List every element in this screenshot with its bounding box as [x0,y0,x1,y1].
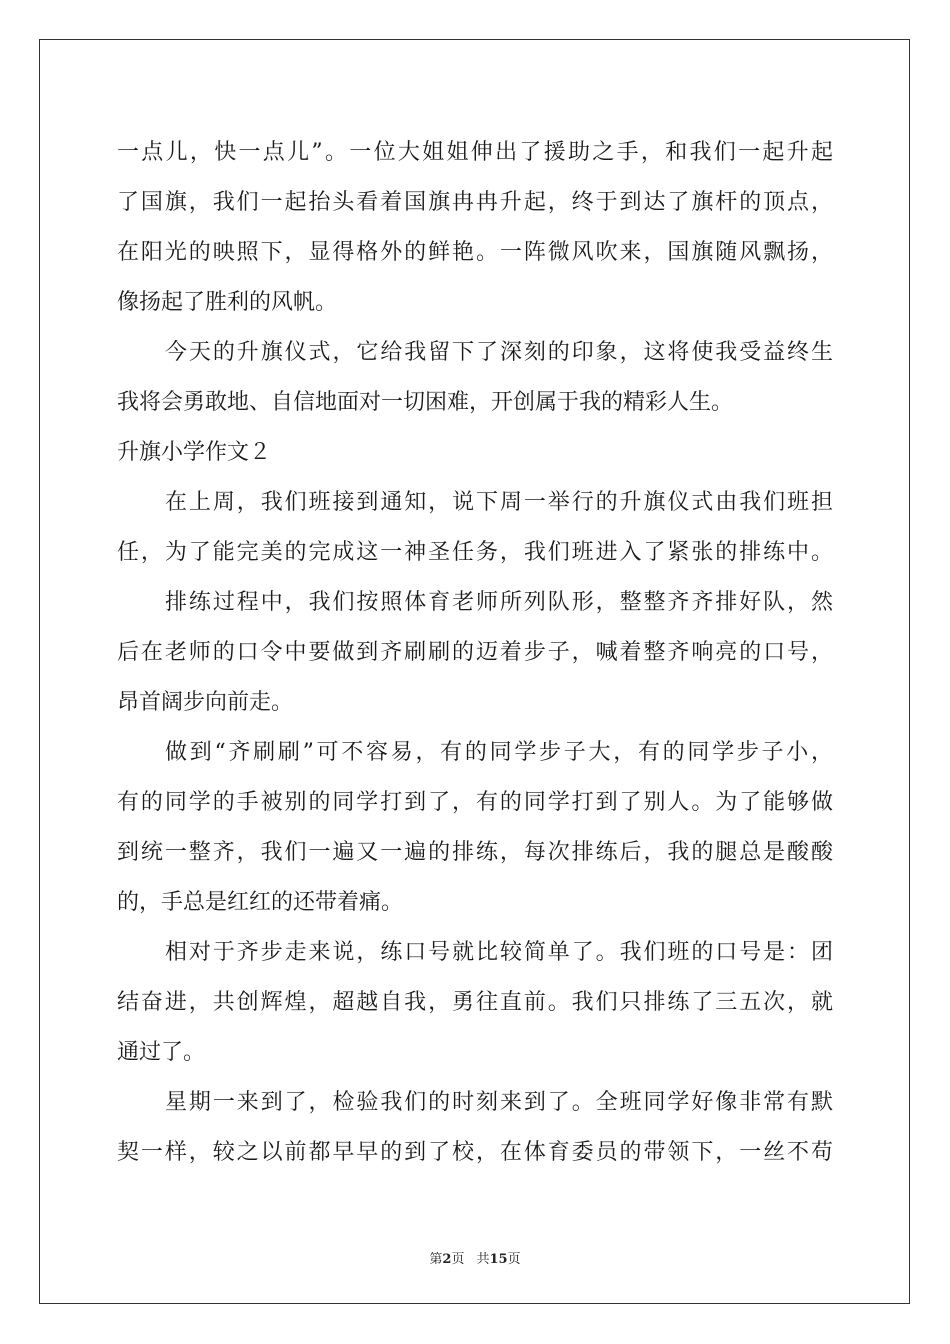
total-prefix: 共 [476,1252,490,1267]
paragraph-start-line: 做到“齐刷刷”可不容易，有的同学步子大，有的同学步子小， [165,740,833,765]
text-line: 结奋进，共创辉煌，超越自我，勇往直前。我们只排练了三五次，就 [117,990,833,1015]
text-line: 了国旗，我们一起抬头看着国旗冉冉升起，终于到达了旗杆的顶点， [117,190,833,215]
text-line: 我将会勇敢地、自信地面对一切困难，开创属于我的精彩人生。 [117,390,734,415]
text-line: 的，手总是红红的还带着痛。 [117,890,404,915]
text-line: 契一样，较之以前都早早的到了校，在体育委员的带领下，一丝不苟 [117,1140,833,1165]
paragraph-start-line: 相对于齐步走来说，练口号就比较简单了。我们班的口号是：团 [165,940,833,965]
total-pages: 15 [489,1252,508,1267]
paragraph-start-line: 排练过程中，我们按照体育老师所列队形，整整齐齐排好队，然 [165,590,833,615]
text-line: 后在老师的口令中要做到齐刷刷的迈着步子，喊着整齐响亮的口号， [117,640,833,665]
text-line: 有的同学的手被别的同学打到了，有的同学打到了别人。为了能够做 [117,790,833,815]
text-line: 昂首阔步向前走。 [117,690,294,715]
page-suffix: 页 [451,1252,465,1267]
text-line: 在阳光的映照下，显得格外的鲜艳。一阵微风吹来，国旗随风飘扬， [117,240,833,265]
page-prefix: 第 [429,1252,443,1267]
page-footer [0,1248,950,1267]
text-line: 像扬起了胜利的风帆。 [117,290,338,315]
text-line: 一点儿，快一点儿”。一位大姐姐伸出了援助之手，和我们一起升起 [117,140,833,165]
text-line: 到统一整齐，我们一遍又一遍的排练，每次排练后，我的腿总是酸酸 [117,840,833,865]
section-heading: 升旗小学作文２ [117,440,272,465]
page-number: 2 [442,1252,452,1267]
paragraph-start-line: 星期一来到了，检验我们的时刻来到了。全班同学好像非常有默 [165,1090,833,1115]
document-body [117,128,833,1178]
text-line: 通过了。 [117,1040,206,1065]
total-suffix: 页 [507,1252,521,1267]
text-line: 任，为了能完美的完成这一神圣任务，我们班进入了紧张的排练中。 [117,540,833,565]
paragraph-start-line: 今天的升旗仪式，它给我留下了深刻的印象，这将使我受益终生 [165,340,833,365]
paragraph-start-line: 在上周，我们班接到通知，说下周一举行的升旗仪式由我们班担 [165,490,833,515]
